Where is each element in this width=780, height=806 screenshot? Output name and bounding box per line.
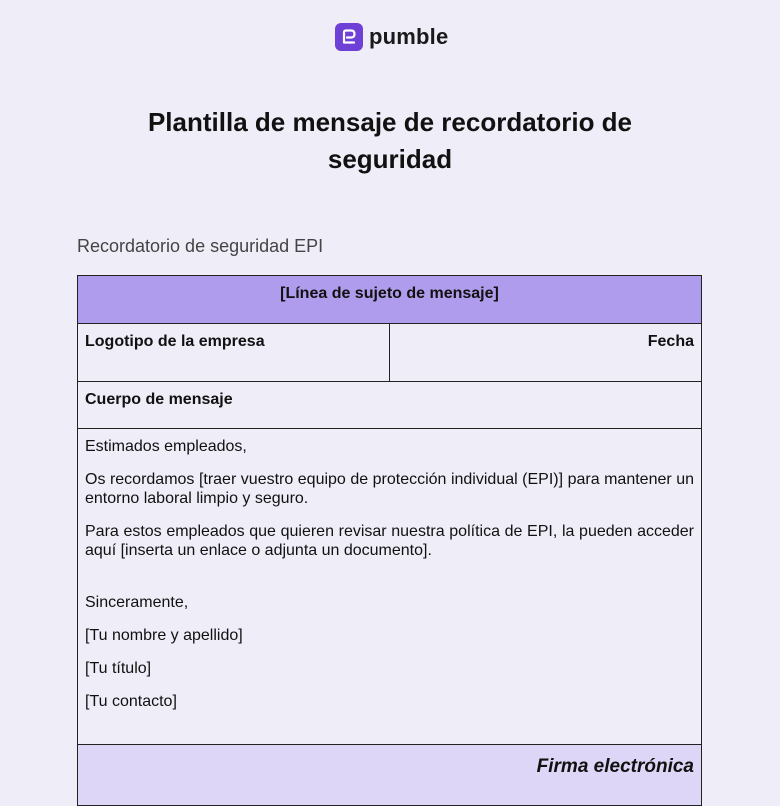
date-cell: Fecha [647,333,694,350]
brand-name: pumble [369,24,449,49]
sender-contact: [Tu contacto] [85,693,177,710]
brand-logo [335,23,448,51]
subject-line-cell: [Línea de sujeto de mensaje] [78,276,701,324]
body-paragraph-1: Os recordamos [traer vuestro equipo de protección individual (EPI)] para mantener un entorno laboral limpio y seguro. [85,471,694,507]
company-logo-cell: Logotipo de la empresa [78,324,390,381]
page-subtitle: Recordatorio de seguridad EPI [77,236,324,256]
message-body [78,429,701,745]
signature-cell: Firma electrónica [78,745,701,805]
sender-name: [Tu nombre y apellido] [85,627,243,644]
meta-row [78,324,701,382]
page-title: Plantilla de mensaje de recordatorio de seguridad [147,107,633,174]
body-label-cell: Cuerpo de mensaje [78,382,701,429]
closing: Sinceramente, [85,594,189,611]
body-paragraph-2: Para estos empleados que quieren revisar nuestra política de EPI, la pueden acceder aquí [inserta un enlace o adjunta un documento]. [85,523,694,559]
message-template-table [77,275,702,806]
sender-title: [Tu título] [85,660,152,677]
pumble-logo-icon [335,23,363,51]
greeting: Estimados empleados, [85,438,247,455]
